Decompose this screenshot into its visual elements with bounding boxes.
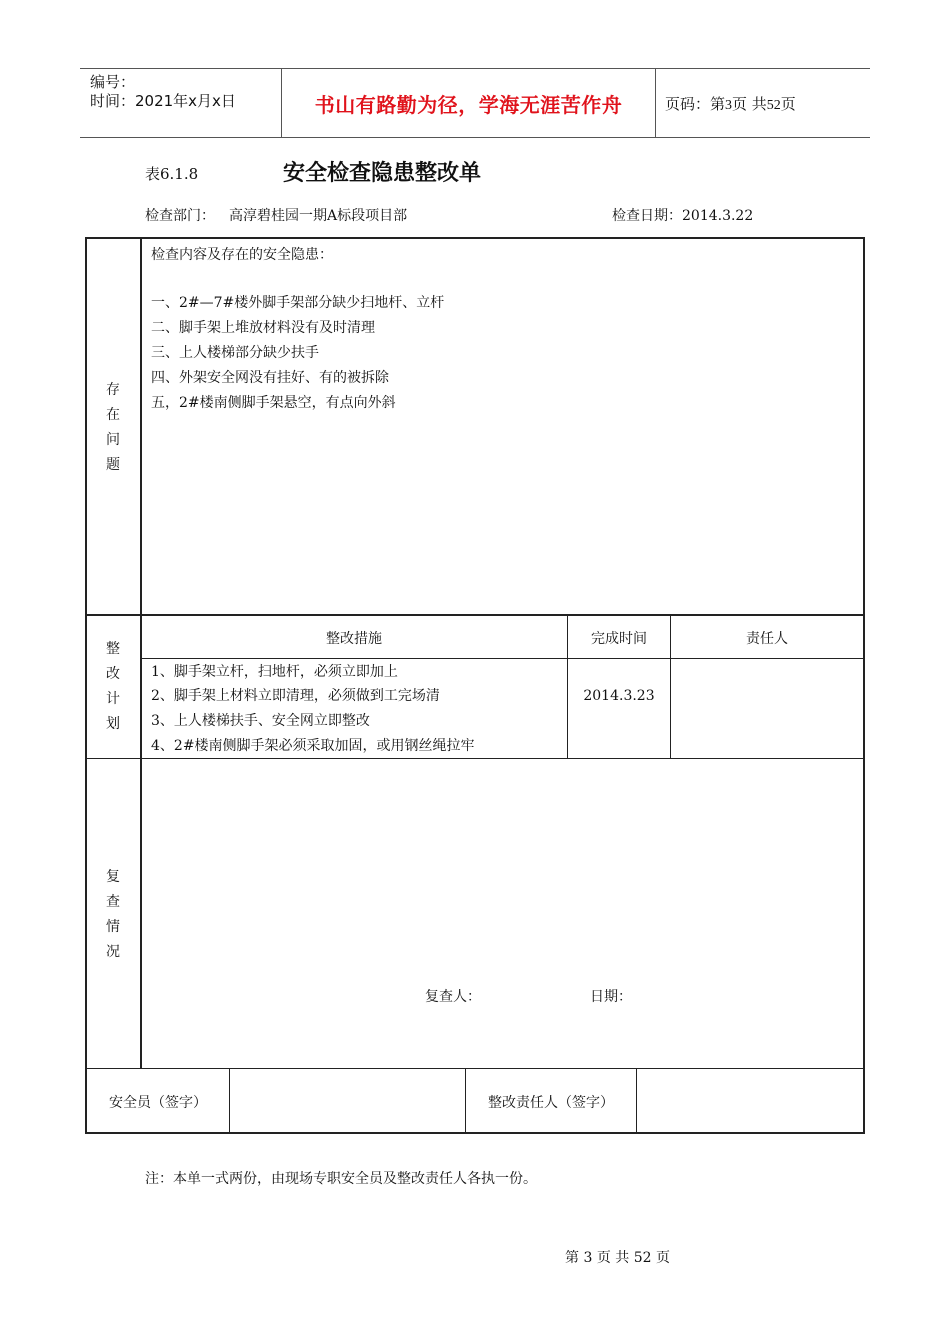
table-number: 表6.1.8 bbox=[145, 165, 199, 183]
plan-item: 2、脚手架上材料立即清理，必须做到工完场清 bbox=[151, 688, 440, 704]
page-indicator: 页码：第3页 共52页 bbox=[665, 94, 796, 113]
table-top-border bbox=[85, 237, 865, 239]
inspection-date-value: 2014.3.22 bbox=[682, 208, 754, 224]
column-header-complete-time: 完成时间 bbox=[591, 631, 647, 647]
plan-section-divider bbox=[85, 758, 865, 759]
table-bottom-border bbox=[85, 1132, 865, 1134]
safety-officer-signature-field[interactable] bbox=[230, 1070, 465, 1132]
issues-section-label: 存 在 问 题 bbox=[106, 382, 120, 473]
plan-item: 1、脚手架立杆，扫地杆，必须立即加上 bbox=[151, 664, 398, 680]
issue-item: 四、外架安全网没有挂好、有的被拆除 bbox=[151, 370, 389, 386]
review-section-divider bbox=[85, 1068, 865, 1069]
label-column-divider bbox=[140, 237, 142, 1068]
plan-item: 4、2#楼南侧脚手架必须采取加固，或用钢丝绳拉牢 bbox=[151, 738, 475, 754]
review-date-label: 日期： bbox=[590, 989, 632, 1005]
issues-heading: 检查内容及存在的安全隐患： bbox=[151, 247, 333, 263]
plan-section-label: 整 改 计 划 bbox=[106, 641, 120, 732]
table-left-border bbox=[85, 237, 87, 1134]
inspection-date: 检查日期：2014.3.22 bbox=[612, 208, 754, 224]
header-meta-cell bbox=[80, 69, 280, 137]
footer-page-number: 第 3 页 共 52 页 bbox=[565, 1250, 671, 1266]
form-note: 注：本单一式两份，由现场专职安全员及整改责任人各执一份。 bbox=[145, 1171, 537, 1187]
inspection-dept: 检查部门： 高淳碧桂园一期A标段项目部 bbox=[145, 208, 408, 224]
column-header-person: 责任人 bbox=[746, 631, 788, 647]
table-right-border bbox=[863, 237, 865, 1134]
motto-cell bbox=[281, 69, 656, 137]
safety-officer-signature-label: 安全员（签字） bbox=[109, 1095, 207, 1111]
issues-section-divider bbox=[85, 614, 865, 616]
serial-number-label: 编号： bbox=[90, 73, 136, 91]
page-number-cell bbox=[655, 69, 870, 137]
reviewer-label: 复查人： bbox=[425, 989, 481, 1005]
plan-item: 3、上人楼梯扶手、安全网立即整改 bbox=[151, 713, 370, 729]
complete-time-value: 2014.3.23 bbox=[583, 688, 655, 704]
plan-header-divider bbox=[141, 658, 864, 659]
rectifier-signature-label: 整改责任人（签字） bbox=[488, 1095, 614, 1111]
rectifier-signature-field[interactable] bbox=[637, 1070, 863, 1132]
document-header bbox=[80, 68, 870, 138]
issue-item: 一、2#—7#楼外脚手架部分缺少扫地杆、立杆 bbox=[151, 295, 445, 311]
time-label: 时间：2021年x月x日 bbox=[90, 92, 236, 110]
form-title: 安全检查隐患整改单 bbox=[283, 161, 482, 186]
issue-item: 五，2#楼南侧脚手架悬空，有点向外斜 bbox=[151, 395, 396, 411]
column-header-measures: 整改措施 bbox=[326, 631, 382, 647]
review-section-label: 复 查 情 况 bbox=[106, 869, 120, 960]
inspection-dept-value: 高淳碧桂园一期A标段项目部 bbox=[229, 208, 408, 224]
issue-item: 二、脚手架上堆放材料没有及时清理 bbox=[151, 320, 375, 336]
issue-item: 三、上人楼梯部分缺少扶手 bbox=[151, 345, 319, 361]
motto-text: 书山有路勤为径，学海无涯苦作舟 bbox=[314, 92, 623, 117]
